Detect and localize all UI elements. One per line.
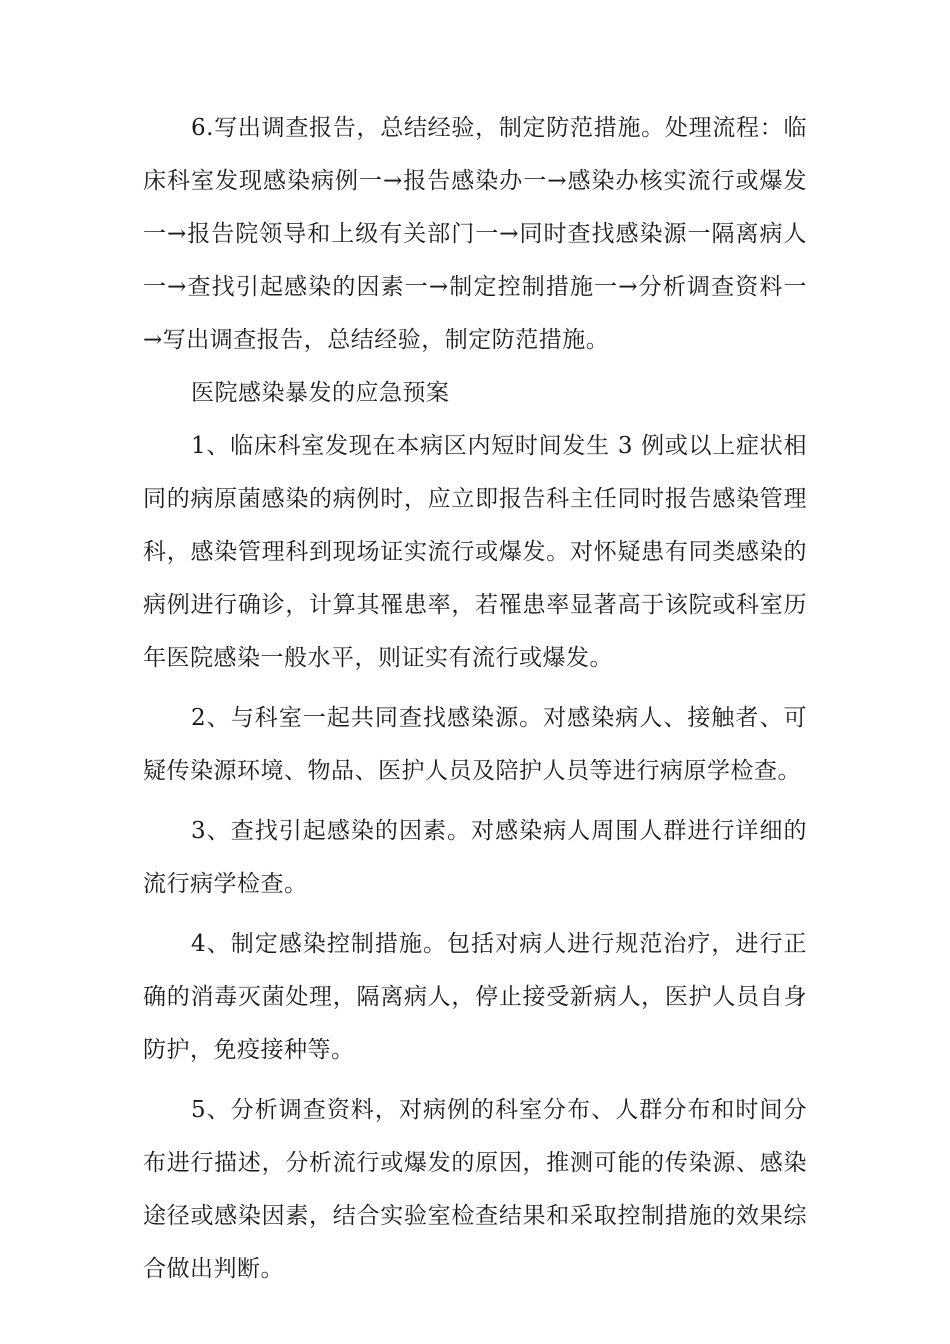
paragraph-item-1: 1、临床科室发现在本病区内短时间发生 3 例或以上症状相同的病原菌感染的病例时，应立即报告科主任同时报告感染管理科，感染管理科到现场证实流行或爆发。对怀疑患有同类感染的病例进行确诊，计算其罹患率，若罹患率显著高于该院或科室历年医院感染一般水平，则证实有流行或爆发。 xyxy=(143,433,807,671)
paragraph-step-6-report: 6.写出调查报告，总结经验，制定防范措施。处理流程：临床科室发现感染病例一→报告感染办一→感染办核实流行或爆发一→报告院领导和上级有关部门一→同时查找感染源一隔离病人一→查找引起感染的因素一→制定控制措施一→分析调查资料一→写出调查报告，总结经验，制定防范措施。 xyxy=(143,115,807,353)
paragraph-item-5: 5、分析调查资料，对病例的科室分布、人群分布和时间分布进行描述，分析流行或爆发的原因，推测可能的传染源、感染途径或感染因素，结合实验室检查结果和采取控制措施的效果综合做出判断。 xyxy=(143,1097,807,1282)
section-heading-outbreak-emergency-plan: 医院感染暴发的应急预案 xyxy=(191,380,450,406)
paragraph-item-4: 4、制定感染控制措施。包括对病人进行规范治疗，进行正确的消毒灭菌处理，隔离病人，停止接受新病人，医护人员自身防护，免疫接种等。 xyxy=(143,931,807,1063)
paragraph-item-3: 3、查找引起感染的因素。对感染病人周围人群进行详细的流行病学检查。 xyxy=(143,818,807,897)
document-body xyxy=(143,102,807,1296)
paragraph-item-2: 2、与科室一起共同查找感染源。对感染病人、接触者、可疑传染源环境、物品、医护人员及陪护人员等进行病原学检查。 xyxy=(143,705,807,784)
